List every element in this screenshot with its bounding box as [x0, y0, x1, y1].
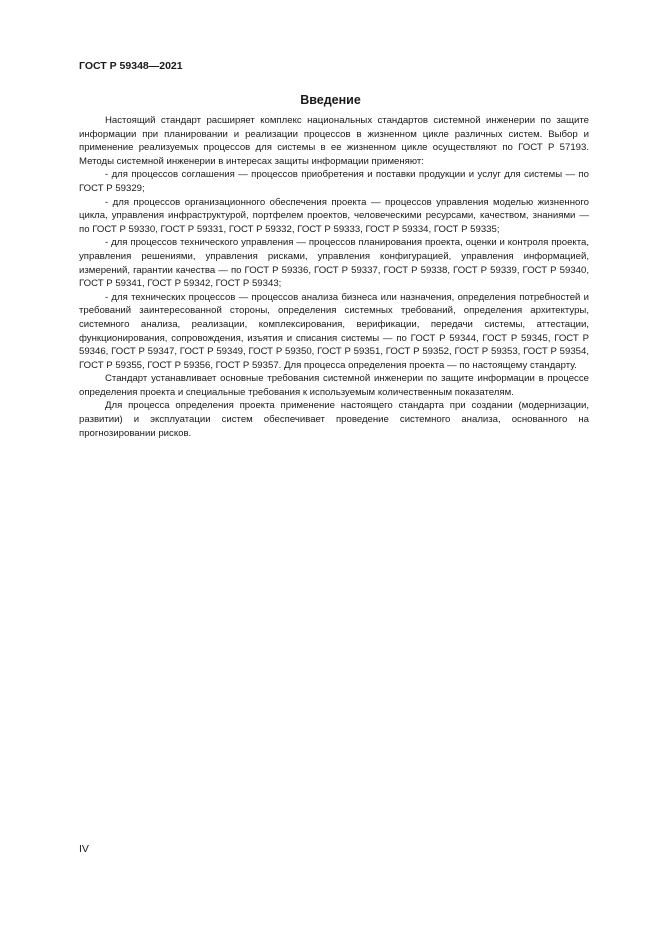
- paragraph-technical-management-processes: - для процессов технического управления — процессов планирования проекта, оценки и контроля проекта, управления решениями, управления рисками, управления конфигурацией, управления информацией, измерений, гарантии качества — по ГОСТ Р 59336, ГОСТ Р 59337, ГОСТ Р 59338, ГОСТ Р 59339, ГОСТ Р 59340, ГОСТ Р 59341, ГОСТ Р 59342, ГОСТ Р 59343;: [79, 237, 589, 290]
- paragraph-organizational-processes: - для процессов организационного обеспечения проекта — процессов управления моделью жизненного цикла, управления инфраструктурой, портфелем проектов, человеческими ресурсами, качеством, знаниями — по ГОСТ Р 59330, ГОСТ Р 59331, ГОСТ Р 59332, ГОСТ Р 59333, ГОСТ Р 59334, ГОСТ Р 59335;: [79, 196, 589, 235]
- section-title: Введение: [300, 93, 361, 107]
- paragraph-technical-processes: - для технических процессов — процессов анализа бизнеса или назначения, определения потребностей и требований заинтересованной стороны, определения системных требований, определения архитектуры, системного анализа, реализации, комплексирования, верификации, передачи системы, аттестации, функционирования, сопровождения, изъятия и списания системы — по ГОСТ Р 59344, ГОСТ Р 59345, ГОСТ Р 59346, ГОСТ Р 59347, ГОСТ Р 59349, ГОСТ Р 59350, ГОСТ Р 59351, ГОСТ Р 59352, ГОСТ Р 59353, ГОСТ Р 59354, ГОСТ Р 59355, ГОСТ Р 59356, ГОСТ Р 59357. Для процесса определения проекта — по настоящему стандарту.: [79, 291, 589, 371]
- paragraph-standard-requirements: Стандарт устанавливает основные требования системной инженерии по защите информации в процессе определения проекта и специальные требования к используемым количественным показателям.: [79, 373, 589, 398]
- paragraph-agreement-processes: - для процессов соглашения — процессов приобретения и поставки продукции и услуг для системы — по ГОСТ Р 59329;: [79, 169, 589, 194]
- document-code: ГОСТ Р 59348—2021: [79, 60, 183, 72]
- page-number: IV: [79, 843, 89, 855]
- paragraph-intro: Настоящий стандарт расширяет комплекс национальных стандартов системной инженерии по защите информации при планировании и реализации процессов в жизненном цикле различных систем. Выбор и применение реализуемых процессов для системы в ее жизненном цикле осуществляют по ГОСТ Р 57193. Методы системной инженерии в интересах защиты информации применяют:: [79, 115, 589, 167]
- introduction-body: [79, 114, 589, 440]
- paragraph-application: Для процесса определения проекта применение настоящего стандарта при создании (модернизации, развитии) и эксплуатации систем обеспечивает проведение системного анализа, основанного на прогнозировании рисков.: [79, 400, 589, 439]
